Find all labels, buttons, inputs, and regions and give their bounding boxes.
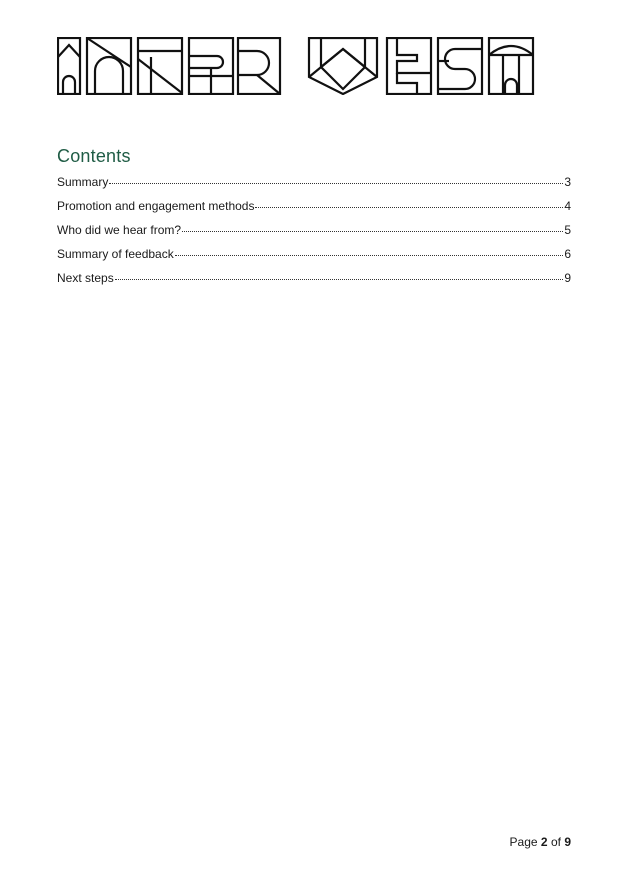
page-word: Page bbox=[509, 835, 538, 849]
logo-letter-e2 bbox=[387, 38, 431, 94]
contents-heading: Contents bbox=[57, 146, 131, 166]
logo-letter-r bbox=[238, 38, 280, 94]
toc-dot-leader bbox=[255, 207, 563, 208]
toc-entry[interactable] bbox=[57, 271, 571, 295]
toc-entry-page-number[interactable]: 9 bbox=[564, 271, 571, 285]
page-footer bbox=[510, 835, 571, 849]
toc-list bbox=[57, 175, 571, 295]
toc-entry-page-number[interactable]: 4 bbox=[564, 199, 571, 213]
logo-letter-t bbox=[489, 38, 533, 94]
of-word: of bbox=[550, 835, 561, 849]
inner-west-logo bbox=[57, 37, 535, 95]
toc-entry[interactable] bbox=[57, 199, 571, 223]
toc-entry[interactable] bbox=[57, 175, 571, 199]
logo-wordmark-icon bbox=[57, 37, 535, 95]
toc-entry-page-number[interactable]: 6 bbox=[564, 247, 571, 261]
logo-letter-w bbox=[309, 38, 377, 94]
logo-letter-n2 bbox=[138, 38, 182, 94]
current-page-number: 2 bbox=[540, 835, 548, 849]
toc-entry-page-number[interactable]: 5 bbox=[564, 223, 571, 237]
toc-entry[interactable] bbox=[57, 247, 571, 271]
total-pages-number: 9 bbox=[564, 835, 571, 849]
toc-entry-title[interactable]: Who did we hear from? bbox=[57, 223, 182, 237]
toc-entry-title[interactable]: Promotion and engagement methods bbox=[57, 199, 255, 213]
toc-entry-title[interactable]: Next steps bbox=[57, 271, 114, 285]
toc-entry-page-number[interactable]: 3 bbox=[564, 175, 571, 189]
toc-dot-leader bbox=[115, 279, 564, 280]
logo-letter-n bbox=[87, 38, 131, 94]
toc-dot-leader bbox=[182, 231, 563, 232]
logo-letter-e bbox=[189, 38, 233, 94]
toc-entry[interactable] bbox=[57, 223, 571, 247]
toc-entry-title[interactable]: Summary bbox=[57, 175, 109, 189]
logo-letter-s bbox=[438, 38, 482, 94]
toc-dot-leader bbox=[175, 255, 564, 256]
toc-dot-leader bbox=[109, 183, 563, 184]
toc-entry-title[interactable]: Summary of feedback bbox=[57, 247, 174, 261]
logo-letter-i bbox=[58, 38, 80, 94]
table-of-contents bbox=[57, 146, 571, 295]
